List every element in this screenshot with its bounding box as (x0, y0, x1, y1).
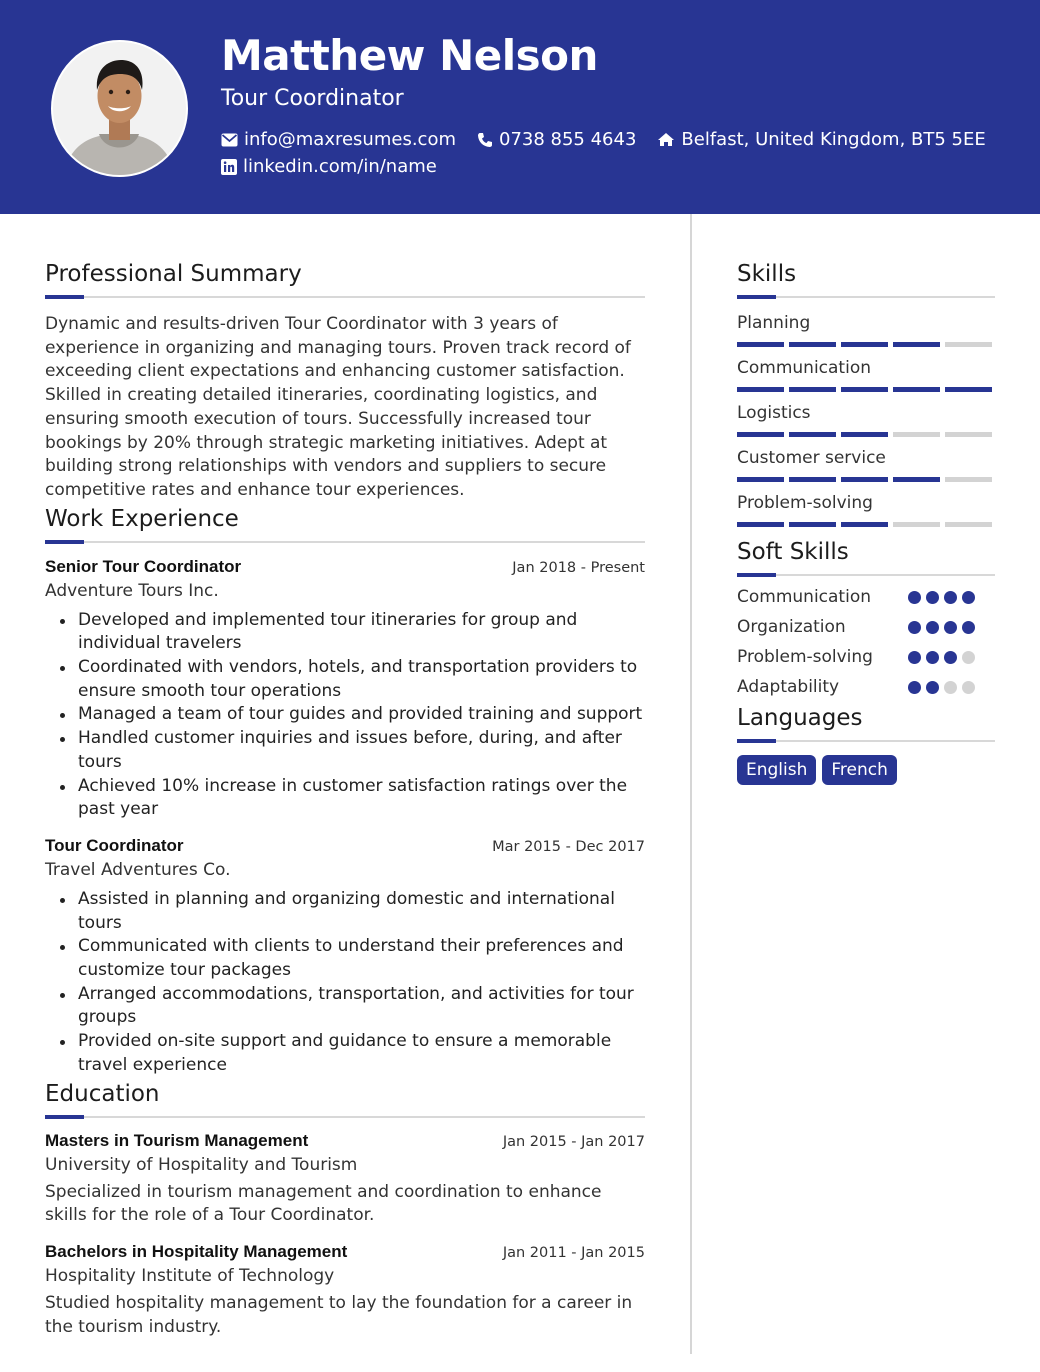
rating-dot (926, 591, 939, 604)
soft-skill-rating (908, 681, 975, 694)
list-item: Managed a team of tour guides and provided training and support (45, 703, 645, 727)
skill-name: Planning (737, 313, 811, 333)
skill-name: Problem-solving (737, 493, 873, 513)
soft-skill-rating (908, 621, 975, 634)
skill-level-segment (841, 432, 888, 437)
contact-row (221, 129, 1007, 150)
soft-skill-row (737, 582, 995, 612)
rating-dot (962, 651, 975, 664)
job-bullets (45, 609, 645, 822)
language-tag: English (737, 755, 816, 785)
skill-level-segment (893, 387, 940, 392)
rating-dot (926, 651, 939, 664)
section-heading: Work Experience (45, 505, 239, 532)
column-divider (690, 214, 692, 1354)
skill-level-segment (737, 432, 784, 437)
rating-dot (962, 591, 975, 604)
list-item: Assisted in planning and organizing domestic and international tours (45, 888, 645, 935)
education-entry (45, 1242, 645, 1339)
list-item: Achieved 10% increase in customer satisfaction ratings over the past year (45, 775, 645, 822)
education-dates: Jan 2011 - Jan 2015 (502, 1244, 645, 1261)
education-section (45, 1078, 645, 1340)
section-heading: Skills (737, 261, 797, 287)
rating-dot (944, 681, 957, 694)
list-item: Developed and implemented tour itineraries for group and individual travelers (45, 609, 645, 656)
education-description: Studied hospitality management to lay the foundation for a career in the tourism industry. (45, 1292, 633, 1337)
list-item: Provided on-site support and guidance to ensure a memorable travel experience (45, 1030, 645, 1077)
linkedin-icon (221, 159, 237, 175)
avatar (51, 40, 188, 177)
home-icon (657, 132, 675, 147)
company-name: Travel Adventures Co. (45, 859, 231, 880)
skill-name: Customer service (737, 448, 886, 468)
section-heading: Education (45, 1080, 160, 1107)
skill-level-segment (893, 522, 940, 527)
job-title: Senior Tour Coordinator (45, 556, 242, 576)
school-name: Hospitality Institute of Technology (45, 1265, 335, 1286)
job-bullets (45, 888, 645, 1078)
skill-level-segment (893, 342, 940, 347)
skill-level-segment (789, 477, 836, 482)
summary-section (45, 258, 645, 503)
resume-header (0, 0, 1040, 214)
candidate-title: Tour Coordinator (221, 86, 404, 111)
summary-text: Dynamic and results-driven Tour Coordinator with 3 years of experience in organizing and managing tours. Proven track record of exceeding client expectations and enhancing customer satisfaction. Skilled in creating detailed itineraries, coordinating logistics, and ensuring smooth execution of tours. Successfully increased tour bookings by 20% through strategic marketing initiatives. Adept at building strong relationships with vendors and suppliers to secure competitive rates and enhance tour experiences. (45, 314, 631, 500)
contact-email[interactable] (221, 129, 456, 150)
job-dates: Jan 2018 - Present (512, 559, 645, 576)
skill-level-segment (893, 477, 940, 482)
soft-skill-rating (908, 651, 975, 664)
location-text: Belfast, United Kingdom, BT5 5EE (681, 129, 986, 150)
job-title: Tour Coordinator (45, 835, 184, 855)
rating-dot (908, 591, 921, 604)
email-text[interactable]: info@maxresumes.com (244, 129, 456, 150)
soft-skill-row (737, 642, 995, 672)
skill-level-segment (737, 387, 784, 392)
list-item: Arranged accommodations, transportation, and activities for tour groups (45, 983, 645, 1030)
soft-skill-row (737, 672, 995, 702)
section-heading: Professional Summary (45, 261, 302, 287)
job-dates: Mar 2015 - Dec 2017 (492, 838, 645, 855)
languages-list (737, 755, 995, 785)
phone-text[interactable]: 0738 855 4643 (499, 129, 637, 150)
job-entry (45, 557, 645, 822)
skill-level-segment (841, 342, 888, 347)
skill-level-segment (841, 477, 888, 482)
section-heading: Languages (737, 705, 863, 731)
contact-row-2 (221, 156, 458, 177)
section-rule (737, 740, 995, 742)
skill-level-bar (737, 342, 995, 347)
phone-icon (477, 132, 493, 148)
rating-dot (962, 681, 975, 694)
degree-title: Masters in Tourism Management (45, 1130, 309, 1150)
list-item: Handled customer inquiries and issues before, during, and after tours (45, 727, 645, 774)
job-entry (45, 836, 645, 1078)
rating-dot (926, 681, 939, 694)
skill-level-segment (789, 387, 836, 392)
skill-level-segment (945, 342, 992, 347)
rating-dot (962, 621, 975, 634)
skill-level-segment (841, 522, 888, 527)
soft-skill-rating (908, 591, 975, 604)
candidate-name: Matthew Nelson (221, 31, 598, 80)
rating-dot (926, 621, 939, 634)
section-rule (45, 1116, 645, 1118)
skill-name: Logistics (737, 403, 811, 423)
soft-skill-name: Organization (737, 617, 846, 637)
skill-level-segment (737, 342, 784, 347)
rating-dot (944, 651, 957, 664)
skill-level-segment (945, 522, 992, 527)
soft-skills-list (737, 582, 995, 702)
contact-location (657, 129, 985, 150)
experience-section (45, 503, 645, 1078)
envelope-icon (221, 133, 238, 147)
rating-dot (908, 621, 921, 634)
linkedin-text[interactable]: linkedin.com/in/name (243, 156, 437, 177)
soft-skill-row (737, 612, 995, 642)
skill-level-segment (789, 342, 836, 347)
skill-level-segment (945, 477, 992, 482)
list-item: Communicated with clients to understand their preferences and customize tour packages (45, 935, 645, 982)
section-rule (45, 541, 645, 543)
contact-linkedin[interactable] (221, 156, 437, 177)
skill-level-bar (737, 387, 995, 392)
rating-dot (944, 621, 957, 634)
skill-level-segment (893, 432, 940, 437)
degree-title: Bachelors in Hospitality Management (45, 1241, 348, 1261)
skills-section (737, 258, 995, 527)
skill-level-segment (789, 432, 836, 437)
list-item: Coordinated with vendors, hotels, and transportation providers to ensure smooth tour operations (45, 656, 645, 703)
sidebar-column (737, 258, 995, 785)
skill-name: Communication (737, 358, 871, 378)
school-name: University of Hospitality and Tourism (45, 1154, 358, 1175)
skills-list (737, 312, 995, 527)
section-rule (737, 296, 995, 298)
contact-phone[interactable] (477, 129, 636, 150)
education-description: Specialized in tourism management and coordination to enhance skills for the role of a Tour Coordinator. (45, 1181, 602, 1226)
soft-skill-name: Problem-solving (737, 647, 873, 667)
skill-level-bar (737, 522, 995, 527)
skill-level-segment (945, 387, 992, 392)
section-rule (737, 574, 995, 576)
profile-photo (53, 42, 186, 175)
soft-skills-section (737, 536, 995, 702)
skill-level-segment (945, 432, 992, 437)
rating-dot (908, 651, 921, 664)
skill-level-segment (737, 477, 784, 482)
rating-dot (944, 591, 957, 604)
skill-level-segment (841, 387, 888, 392)
soft-skill-name: Adaptability (737, 677, 840, 697)
skill-level-segment (789, 522, 836, 527)
soft-skill-name: Communication (737, 587, 871, 607)
section-heading: Soft Skills (737, 539, 849, 565)
main-column (45, 258, 645, 1339)
skill-level-segment (737, 522, 784, 527)
education-entry (45, 1131, 645, 1228)
company-name: Adventure Tours Inc. (45, 580, 219, 601)
rating-dot (908, 681, 921, 694)
languages-section (737, 702, 995, 785)
language-tag: French (822, 755, 897, 785)
skill-level-bar (737, 477, 995, 482)
skill-level-bar (737, 432, 995, 437)
education-dates: Jan 2015 - Jan 2017 (502, 1133, 645, 1150)
section-rule (45, 296, 645, 298)
